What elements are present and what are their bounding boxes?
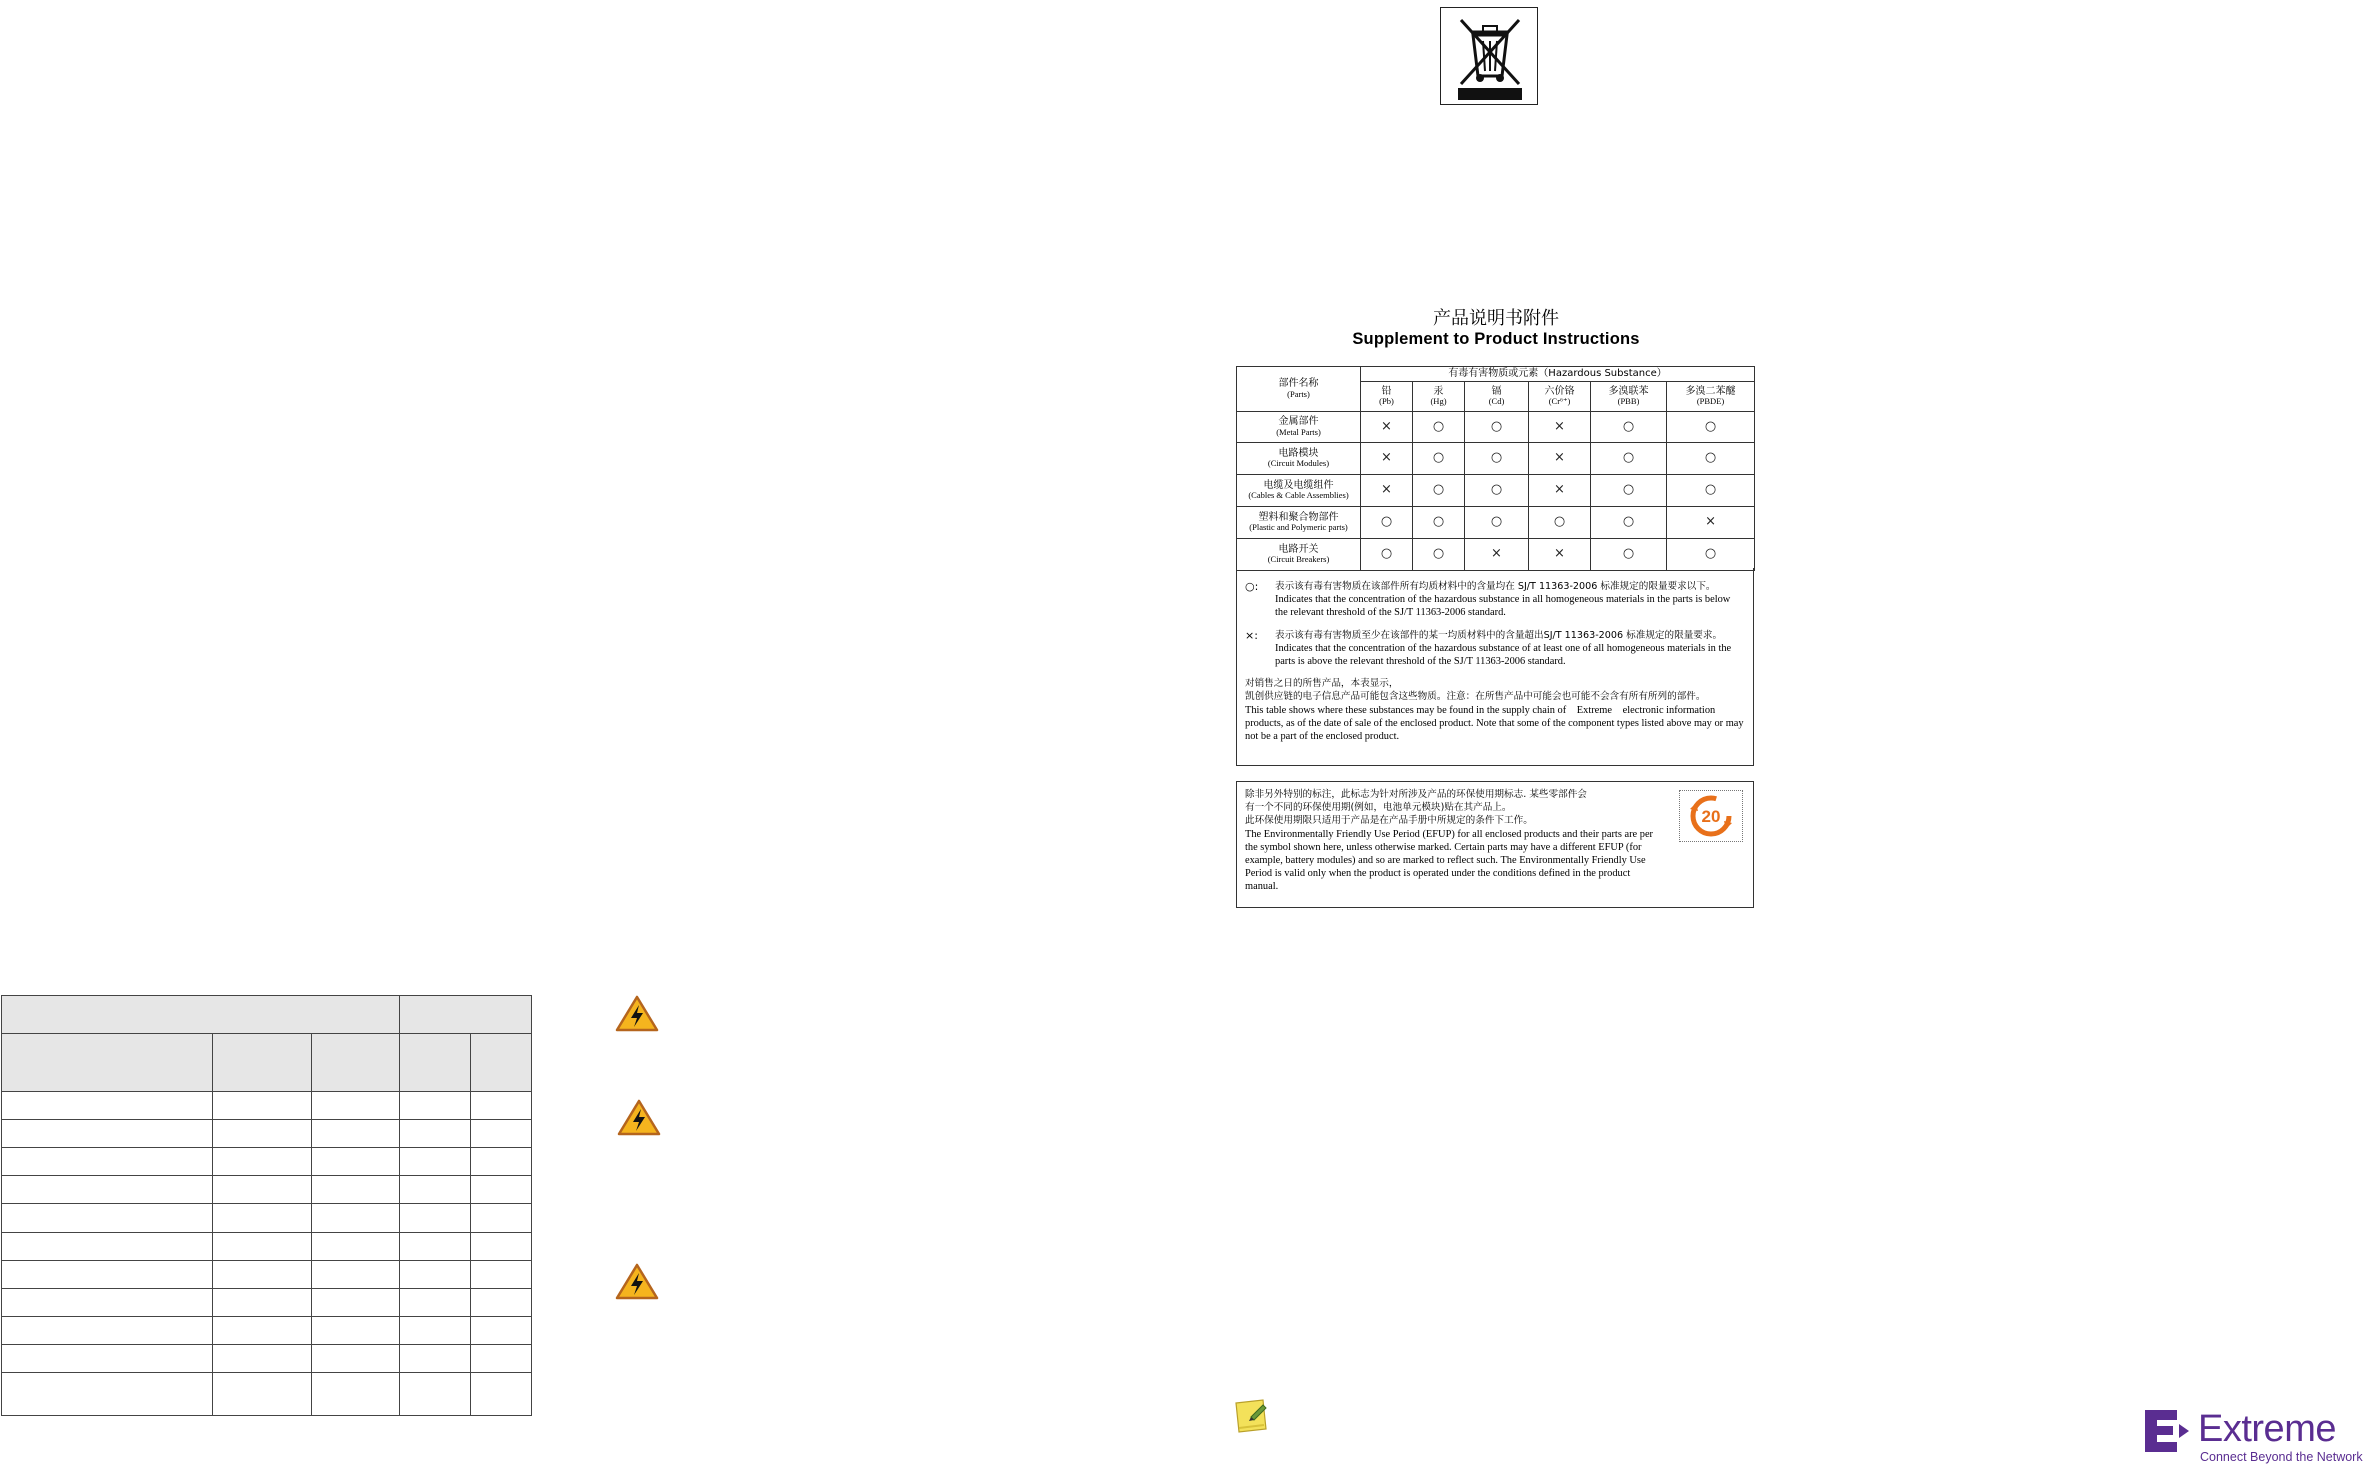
table-row: [2, 1344, 532, 1372]
parts-header-en: (Parts): [1287, 388, 1310, 399]
table-row: 金属部件 (Metal Parts) × ○ ○ × ○ ○: [1237, 412, 1755, 443]
substance-header: 有毒有害物质或元素（Hazardous Substance）: [1361, 367, 1755, 382]
cross-note-en: Indicates that the concentration of the hazardous substance of at least one of all homogeneous materials in the parts is above the relevant threshold of the SJ/T 11363-2006 standard.: [1275, 642, 1732, 668]
parts-header-cn: 部件名称: [1278, 378, 1319, 390]
table-row: [2, 1120, 532, 1148]
circle-note-en: Indicates that the concentration of the hazardous substance in all homogeneous materials in the parts is below the relevant threshold of the SJ/T 11363-2006 standard.: [1275, 594, 1731, 619]
column-header: 六价铬 (Cr⁶⁺): [1529, 382, 1591, 412]
efup-number: 20: [1701, 807, 1721, 826]
table-row: [2, 1372, 532, 1415]
supplement-title-cn: 产品说明书附件: [1433, 308, 1559, 329]
weee-bin-icon: [1440, 7, 1538, 105]
column-header: 铅 (Pb): [1361, 382, 1413, 412]
efup-cn-1: 除非另外特别的标注，此标志为针对所涉及产品的环保使用期标志. 某些零部件会: [1245, 789, 1587, 800]
blank-specification-table: [1, 995, 532, 1416]
cross-note: [1245, 629, 1745, 669]
cross-symbol: ×:: [1245, 628, 1258, 642]
table-row: 电缆及电缆组件 (Cables & Cable Assemblies) × ○ ○ × ○ ○: [1237, 475, 1755, 507]
table-row: 电路开关 (Circuit Breakers) ○ ○ × × ○ ○: [1237, 539, 1755, 571]
sale-note-cn-1: 对销售之日的所售产品，本表显示，: [1245, 678, 1399, 690]
brand-name: Extreme: [2198, 1408, 2336, 1450]
table-row: [2, 1176, 532, 1204]
table-row: [2, 1092, 532, 1120]
sale-note-cn-2: 凯创供应链的电子信息产品可能包含这些物质。注意：在所售产品中可能会也可能不会含有所有所列的部件。: [1245, 691, 1706, 703]
circle-note: [1245, 580, 1745, 620]
table-row: [2, 1148, 532, 1176]
table-row: 电路模块 (Circuit Modules) × ○ ○ × ○ ○: [1237, 443, 1755, 475]
table-row: [2, 1288, 532, 1316]
efup-box: [1236, 781, 1754, 908]
table-row: [2, 1232, 532, 1260]
electrical-hazard-warning-icon: [615, 1263, 659, 1301]
hazardous-substance-table: [1236, 366, 1755, 571]
supplement-title-en: Supplement to Product Instructions: [1352, 330, 1640, 348]
electrical-hazard-warning-icon: [617, 1099, 661, 1137]
table-row: [2, 1204, 532, 1232]
column-header: 汞 (Hg): [1413, 382, 1465, 412]
table-notes: [1236, 568, 1754, 766]
circle-symbol: ○:: [1245, 580, 1259, 593]
column-header: 多溴二苯醚 (PBDE): [1667, 382, 1755, 412]
table-row: [2, 1316, 532, 1344]
column-header: 镉 (Cd): [1465, 382, 1529, 412]
brand-tagline: Connect Beyond the Network: [2200, 1450, 2363, 1464]
efup-cn-2: 有一个不同的环保使用期(例如，电池单元模块)贴在其产品上。: [1245, 802, 1512, 814]
table-row: 塑料和聚合物部件 (Plastic and Polymeric parts) ○ ○ ○ ○ ○ ×: [1237, 507, 1755, 539]
table-row: [2, 1260, 532, 1288]
sale-note-brand: Extreme: [1576, 704, 1612, 716]
efup-cn-3: 此环保使用期限只适用于产品是在产品手册中所规定的条件下工作。: [1245, 815, 1533, 827]
efup-en: The Environmentally Friendly Use Period (EFUP) for all enclosed products and their parts are per the symbol shown here, unless otherwise marked. Certain parts may have a different EFUP (for example, battery modules) and so are marked to reflect such. The Environmentally Friendly Use Period is valid only when the product is operated under the conditions defined in the product manual.: [1245, 828, 1654, 893]
sale-note-en: This table shows where these substances may be found in the supply chain of Extreme electronic information products, as of the date of sale of the enclosed product. Note that some of the component types listed above may or may not be a part of the enclosed product.: [1245, 704, 1744, 743]
cross-note-cn: 表示该有毒有害物质至少在该部件的某一均质材料中的含量超出SJ/T 11363-2006 标准规定的限量要求。: [1275, 629, 1723, 641]
circle-note-cn: 表示该有毒有害物质在该部件所有均质材料中的含量均在 SJ/T 11363-2006 标准规定的限量要求以下。: [1275, 581, 1716, 592]
column-header: 多溴联苯 (PBB): [1591, 382, 1667, 412]
efup-20-icon: [1679, 790, 1743, 842]
electrical-hazard-warning-icon: [615, 995, 659, 1033]
parts-header-cell: [1237, 367, 1361, 412]
note-pad-icon: [1233, 1397, 1271, 1435]
